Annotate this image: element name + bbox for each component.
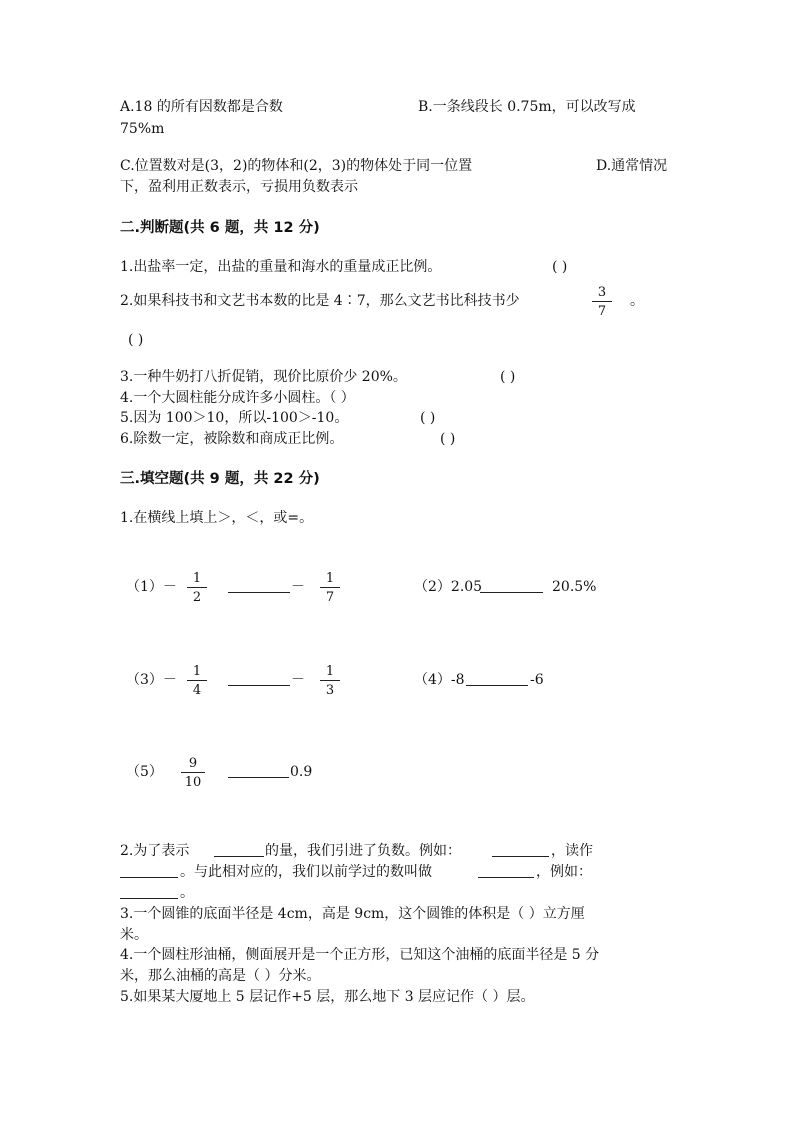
fill-question-2-part-d: 。与此相对应的，我们以前学过的数叫做	[180, 864, 432, 880]
fraction-1-4	[187, 664, 207, 698]
judge-question-2-end: 。	[630, 293, 644, 309]
judge-question-5: 5.因为 100＞10，所以-100＞-10。	[120, 410, 349, 426]
choice-b-continued: 75%m	[120, 121, 165, 137]
judge-section-heading: 二.判断题(共 6 题，共 12 分)	[120, 220, 320, 236]
compare-item-4-right: -6	[530, 672, 544, 688]
judge-answer-paren-2: ( )	[128, 332, 144, 348]
fill-question-3-continued: 米。	[120, 927, 148, 943]
fill-question-2-part-a: 2.为了表示	[120, 843, 190, 859]
answer-blank[interactable]	[120, 898, 178, 899]
fraction-denominator: 10	[184, 775, 202, 790]
judge-question-2: 2.如果科技书和文艺书本数的比是 4∶7，那么文艺书比科技书少	[120, 293, 520, 309]
judge-answer-paren-3: ( )	[500, 369, 516, 385]
fill-question-4: 4.一个圆柱形油桶，侧面展开是一个正方形，已知这个油桶的底面半径是 5 分	[120, 947, 600, 963]
judge-question-6: 6.除数一定，被除数和商成正比例。	[120, 431, 344, 447]
answer-blank[interactable]	[228, 685, 290, 686]
fraction-9-10	[181, 756, 205, 790]
fill-question-2-part-f: 。	[180, 885, 194, 901]
fraction-numerator: 9	[188, 756, 198, 771]
fraction-numerator: 1	[192, 664, 202, 679]
choice-b: B.一条线段长 0.75m，可以改写成	[418, 99, 636, 115]
fill-section-heading: 三.填空题(共 9 题，共 22 分)	[120, 471, 320, 487]
fraction-denominator: 4	[192, 683, 202, 698]
choice-c: C.位置数对是(3，2)的物体和(2，3)的物体处于同一位置	[120, 158, 473, 174]
compare-item-2-right: 20.5%	[552, 579, 597, 595]
fraction-denominator: 7	[325, 590, 335, 605]
fill-question-2-part-b: 的量，我们引进了负数。例如：	[265, 843, 461, 859]
answer-blank[interactable]	[228, 592, 290, 593]
judge-question-1: 1.出盐率一定，出盐的重量和海水的重量成正比例。	[120, 259, 442, 275]
fraction-bar	[187, 680, 207, 681]
answer-blank[interactable]	[214, 856, 264, 857]
answer-blank[interactable]	[492, 856, 549, 857]
compare-item-4-label: （4）-8	[414, 672, 465, 688]
fraction-bar	[320, 680, 340, 681]
compare-item-2-label: （2）2.05	[414, 579, 483, 595]
fill-question-4-continued: 米，那么油桶的高是（ ）分米。	[120, 968, 321, 984]
compare-item-5-label: （5）	[126, 764, 163, 780]
fill-question-2-part-e: ，例如：	[536, 864, 592, 880]
choice-d-continued: 下，盈利用正数表示，亏损用负数表示	[120, 179, 358, 195]
answer-blank[interactable]	[228, 777, 289, 778]
fill-question-2-part-c: ，读作	[551, 843, 593, 859]
fraction-numerator: 3	[597, 285, 607, 300]
fraction-numerator: 1	[192, 571, 202, 586]
judge-answer-paren-5: ( )	[420, 410, 436, 426]
answer-blank[interactable]	[120, 877, 178, 878]
choice-d: D.通常情况	[596, 158, 668, 174]
answer-blank[interactable]	[478, 877, 534, 878]
compare-item-5-right: 0.9	[290, 764, 313, 780]
judge-answer-paren-1: ( )	[552, 259, 568, 275]
fill-question-5: 5.如果某大厦地上 5 层记作+5 层，那么地下 3 层应记作（ ）层。	[120, 989, 535, 1005]
answer-blank[interactable]	[480, 592, 543, 593]
fraction-1-2	[187, 571, 207, 605]
fraction-numerator: 1	[325, 664, 335, 679]
compare-item-1-label: （1）－	[126, 579, 177, 595]
fraction-1-7	[320, 571, 340, 605]
fraction-numerator: 1	[325, 571, 335, 586]
fraction-1-3	[320, 664, 340, 698]
judge-answer-paren-6: ( )	[440, 431, 456, 447]
judge-question-4: 4.一个大圆柱能分成许多小圆柱。（ ）	[120, 390, 355, 406]
judge-question-3: 3.一种牛奶打八折促销，现价比原价少 20%。	[120, 369, 407, 385]
fraction-bar	[320, 587, 340, 588]
fraction-denominator: 3	[325, 683, 335, 698]
fraction-3-7	[592, 285, 612, 319]
minus-sign: －	[291, 579, 305, 595]
answer-blank[interactable]	[466, 685, 528, 686]
fill-question-3: 3.一个圆锥的底面半径是 4cm，高是 9cm，这个圆锥的体积是（ ）立方厘	[120, 906, 585, 922]
fraction-denominator: 7	[597, 304, 607, 319]
choice-a: A.18 的所有因数都是合数	[120, 99, 283, 115]
fraction-denominator: 2	[192, 590, 202, 605]
compare-item-3-label: （3）－	[126, 672, 177, 688]
fraction-bar	[592, 301, 612, 302]
fraction-bar	[181, 772, 205, 773]
minus-sign: －	[291, 672, 305, 688]
fraction-bar	[187, 587, 207, 588]
fill-question-1: 1.在横线上填上＞，＜，或=。	[120, 510, 314, 526]
